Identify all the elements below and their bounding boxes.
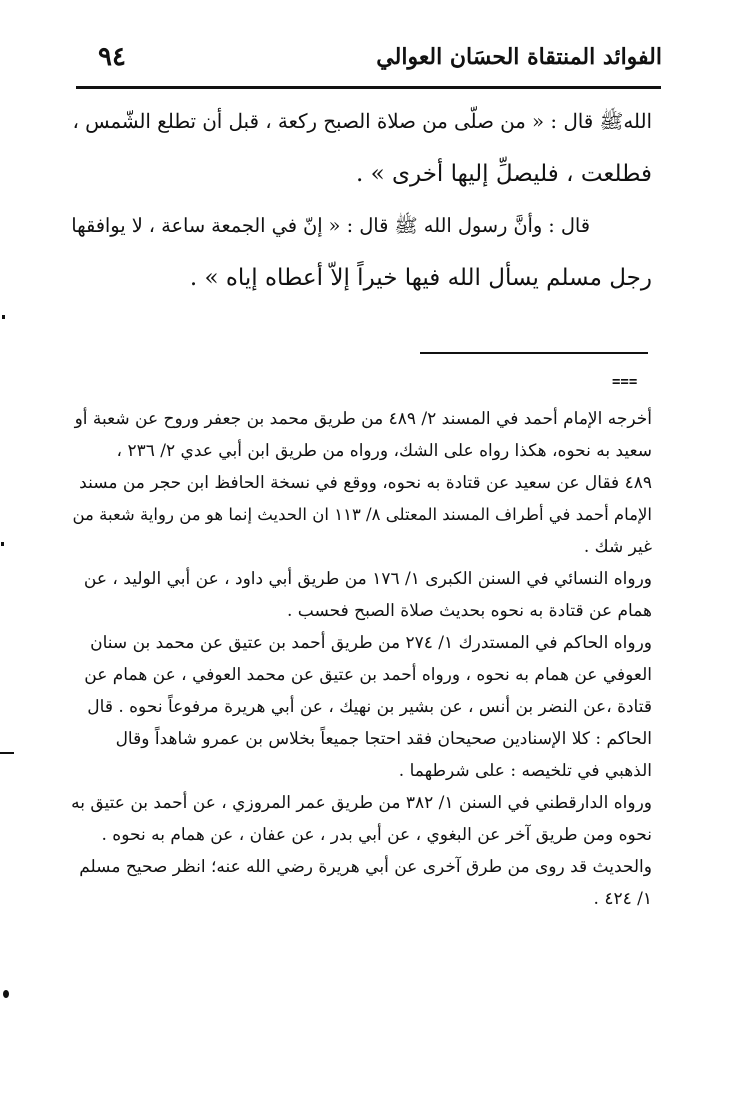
footnote-line: نحوه ومن طريق آخر عن البغوي ، عن أبي بدر ، عن عفان ، عن همام به نحوه .: [101, 825, 652, 845]
scan-margin-mark: [0, 752, 14, 754]
main-text: [60, 96, 652, 304]
page-header: [70, 40, 662, 80]
footnote-line: ٤٨٩ فقال عن سعيد عن قتادة به نحوه، ووقع في نسخة الحافظ ابن حجر من مسند: [79, 473, 652, 493]
footnote-line: الحاكم : كلا الإسنادين صحيحان فقد احتجا جميعاً بخلاس بن عمرو شاهداً وقال: [115, 729, 652, 749]
footnote-line: غير شك .: [583, 537, 652, 557]
footnote-rule: [420, 352, 648, 354]
header-rule: [76, 86, 661, 89]
book-title: الفوائد المنتقاة الحسَان العوالي: [376, 44, 662, 70]
footnote-line: ١/ ٤٢٤ .: [593, 889, 652, 909]
footnote-line: همام عن قتادة به نحوه بحديث صلاة الصبح فحسب .: [286, 601, 652, 621]
footnote-line: الذهبي في تلخيصه : على شرطهما .: [398, 761, 652, 781]
footnote-line: ورواه الدارقطني في السنن ١/ ٣٨٢ من طريق عمر المروزي ، عن أحمد بن عتيق به: [71, 793, 652, 813]
page-number: ٩٤: [98, 42, 126, 72]
footnote-line: والحديث قد روى من طرق آخرى عن أبي هريرة رضي الله عنه؛ انظر صحيح مسلم: [79, 857, 652, 877]
scan-margin-mark: [2, 315, 5, 319]
footnotes: [60, 403, 652, 915]
footnote-line: الإمام أحمد في أطراف المسند المعتلى ٨/ ١١٣ ان الحديث إنما هو من رواية شعبة من: [72, 505, 652, 524]
footnote-line: ورواه الحاكم في المستدرك ١/ ٢٧٤ من طريق أحمد بن عتيق عن محمد بن سنان: [90, 633, 652, 653]
main-text-line: اللهﷺ قال : « من صلّى من صلاة الصبح ركعة ، قبل أن تطلع الشّمس ،: [72, 110, 652, 133]
footnote-separator: ===: [612, 374, 638, 390]
footnote-line: قتادة ،عن النضر بن أنس ، عن بشير بن نهيك ، عن أبي هريرة مرفوعاً نحوه . قال: [87, 697, 652, 717]
footnote-line: سعيد به نحوه، هكذا رواه على الشك، ورواه من طريق ابن أبي عدي ٢/ ٢٣٦ ،: [116, 441, 652, 461]
main-text-line: فطلعت ، فليصلِّ إليها أخرى » .: [356, 161, 652, 187]
scan-margin-mark: [1, 542, 4, 546]
footnote-line: ورواه النسائي في السنن الكبرى ١/ ١٧٦ من طريق أبي داود ، عن أبي الوليد ، عن: [83, 569, 652, 589]
footnote-line: أخرجه الإمام أحمد في المسند ٢/ ٤٨٩ من طريق محمد بن جعفر وروح عن شعبة أو: [74, 409, 652, 429]
footnote-line: العوفي عن همام به نحوه ، ورواه أحمد بن عتيق عن محمد العوفي ، عن همام عن: [84, 665, 652, 685]
main-text-line: رجل مسلم يسأل الله فيها خيراً إلاّ أعطاه إياه » .: [189, 265, 652, 291]
scan-margin-mark: [3, 990, 9, 998]
main-text-line: قال : وأنَّ رسول الله ﷺ قال : « إنّ في الجمعة ساعة ، لا يوافقها: [71, 214, 590, 237]
